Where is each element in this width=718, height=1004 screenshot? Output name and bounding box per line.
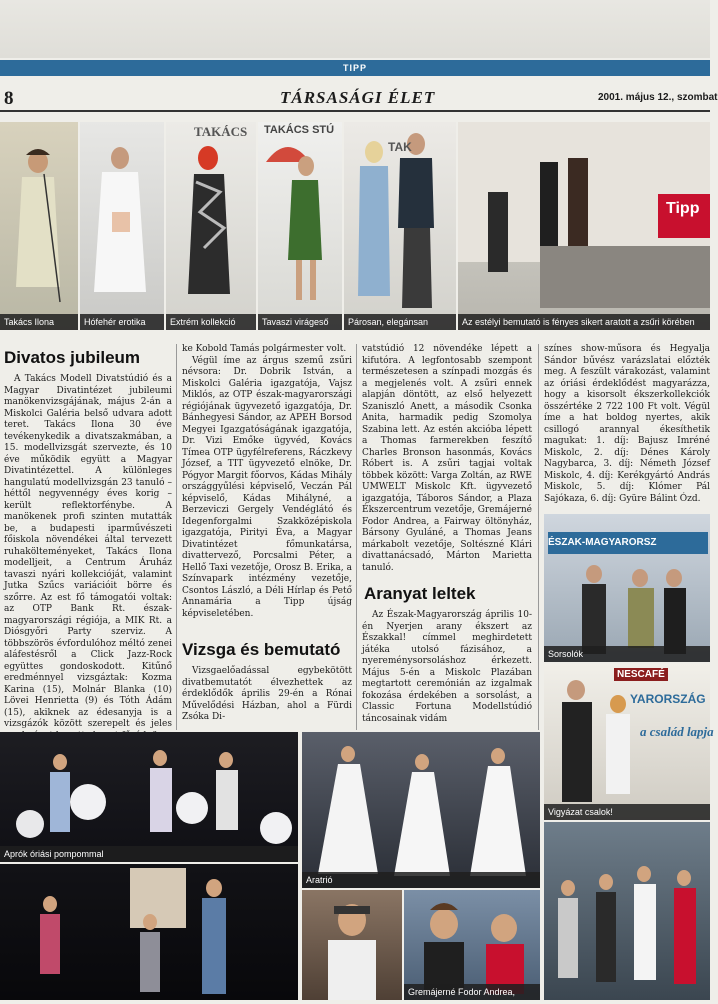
article-column [182, 666, 352, 730]
banner-sign: YARORSZÁG [630, 692, 706, 706]
article-headline: Vizsga és bemutató [182, 640, 341, 659]
photo-caption: Az estélyi bemutató is fényes sikert aratott a zsűri körében [458, 314, 710, 330]
bridal-models-icon [302, 732, 540, 888]
article-column [544, 344, 710, 516]
photo-caption: Aratrió [302, 872, 540, 888]
paragraph: A Takács Modell Divatstúdió és a Magyar Divatintézet jubileumi manökenvizsgájának, május 2-án a Miskolci Galéria belső udvara adott teret. Takács Ilona 30 éve tevékenykedik a divatszakmában, a 15. modellvizsgát szervezte, és 10 éve működik együtt a Magyar Divatintézettel. A különleges hangulatú modellvizsgán 23 tanuló – héttől negyvennégy éves korig – került reflektorfénybe. A manökenek profi szinten mutatták be, a budapesti iparművészeti főiskola növendékei által tervezett ruhakölteményeket, Takács Ilona modelljeit, a Centrum Áruház tavaszi nyári kollekcióját, valamint Jutka Szűcs variációit börre és szőrre. Az est fő támogatói voltak: az OTP Bank Rt. észak-magyarországi régiója, a MIK Rt. a Diósgyőri Party szerviz. A többszörös évfordulóhoz méltó zenei aláfestésről a Click Jazz-Rock együttes gondoskodott. Kitűnő eredménnyel vizsgáztak: Kozma Karina (15), Molnár Blanka (10) Lövei Henrietta (9) és Tóth Ádám (15), akiknek az édesanyja is a vizsgázók között szerepelt és jeles [4, 374, 172, 730]
photo-gremajerne-fodor-andrea [404, 890, 540, 1000]
issue-date: 2001. május 12., szombat [598, 92, 718, 103]
article-column [4, 374, 172, 728]
tipp-band: TIPP [0, 60, 710, 76]
header-rule [0, 110, 710, 112]
photo-dancers [544, 822, 710, 1000]
dancers-group-icon [544, 822, 710, 1000]
photo-takacs-ilona [0, 122, 78, 330]
page-top-margin [0, 0, 710, 58]
photo-caption: Extrém kollekció [166, 314, 256, 330]
nescafe-sign: NESCAFÉ [614, 668, 668, 681]
model-figure-icon [0, 122, 78, 330]
tipp-logo: Tipp [666, 200, 700, 217]
article-column [362, 610, 532, 730]
page-number: 8 [4, 88, 14, 109]
photo-estelyi-bemutato [458, 122, 710, 330]
model-figure-icon [166, 122, 256, 330]
backdrop-sign: TAKÁCS STÚ [264, 124, 335, 136]
paragraph: ke Kobold Tamás polgármester volt. [182, 344, 347, 354]
photo-caption: Tavaszi virágeső [258, 314, 342, 330]
backdrop-sign: TAK [388, 140, 412, 154]
column-divider [538, 344, 539, 730]
article-headline: Aranyat leltek [364, 584, 476, 603]
photo-sorsolok [544, 514, 710, 662]
model-figure-icon [80, 122, 164, 330]
photo-caption: Gremájerné Fodor Andrea, [404, 984, 540, 1000]
photo-hofeher-erotika [80, 122, 164, 330]
article-column [362, 344, 532, 574]
article-column [182, 344, 352, 634]
photo-bottom-dancers [0, 864, 298, 1000]
paragraph: vatstúdió 12 növendéke lépett a kifutóra. A legfontosabb szempont természetesen a színpadi mozgás és a megjelenés volt. A zsűri ennek alapján döntött, az első helyezett Szaniszló Anett, a második Csonka Anita, harmadik pedig Szomolya Szabina lett. Az estén akcióba lépett a Thomas farmerekben feszítő Charles Bronson hasonmás, Kovács Róbert is. A zsűri tagjai voltak többek között: Varga Zoltán, az RWE UMWELT Miskolc Kft. ügyvezető igazgatója, Táboros Sándor, a Plaza Ékszercentrum vezetője, Gremájerné Fodor Andrea, a Fairway öltönyház, Bársony Gyuláné, a Thomas Jeans márkabolt vezetője, Soltészné Klári divattanácsadó, Márton Marietta tanuló. [362, 344, 532, 573]
dancers-group-icon [0, 864, 298, 1000]
photo-tavaszi-viragesso [258, 122, 342, 330]
paragraph: Az Észak-Magyarország április 10-én Nyerjen arany ékszert az Északkal! címmel meghirdetett játéka utolsó fázisához, a nyereménysorsoláshoz érkezett. Május 5-én a Miskolc Plazában megtartott ceremónián az izgalmak fokozása érdekében a sorsolást, a Classic Fortuna Modellstúdió táncosainak vidám [362, 610, 532, 724]
banner-sign: ÉSZAK-MAGYARORSZ [548, 532, 708, 554]
people-group-icon [544, 514, 710, 662]
banner-sign: a család lapja [640, 724, 714, 739]
photo-aprok-oriasi-pompommal [0, 732, 298, 862]
photo-performer [302, 890, 402, 1000]
paragraph: Végül íme az árgus szemű zsűri névsora: Dr. Dobrik István, a Miskolci Galéria igazgatója, Vajsz Miklós, az OTP észak-magyarországi régiójának ügyvezető igazgatója, Dr. Bánhegyesi Sándor, az APEH Borsod Megyei Igazgatóságának igazgatója, Dr. Vizi Emőke ügyvéd, Kovács Tímea OTP ügyfélreferens, Ráczkevy József, a TIT ügyvezető elnöke, Dr. Pógyor Margit főorvos, Kádas Mihály országgyűlési képviselő, Veczán Pál képviselő, Kádas Mihályné, a Berzeviczi Gergely Vendéglátó és Idegenforgalmi Szakközépiskola igazgatója, Pirityi Éva, a Magyar Divatintézet főmunkatársa, divattervező, Porcsalmi Péter, a Hellő Taxi vezetője, Orosz B. Erika, a Színvapark intézmény vezetője, Csontos László, a Déli Hírlap és Pető Annamária a Tipp újság képviseletében. [182, 355, 352, 619]
evening-wear-scene-icon [458, 122, 710, 330]
column-divider [356, 344, 357, 730]
photo-parosan-elegansan [344, 122, 456, 330]
performer-figure-icon [302, 890, 402, 1000]
paragraph: színes show-műsora és Hegyalja Sándor bűvész varázslatai előzték meg. A feszült várakozást, valamint az óriási érdeklődést magyarázza, hogy a kisorsolt ékszerkollekciók összértéke 2 722 100 Ft volt. Végül íme a hat boldog nyertes, akik csillogó arannyal ékesíthetik magukat: 1. díj: Bajusz Imréné Miskolc, 2. díj: Dénes Károly Nagybarca, 3. díj: Németh József Miskolc, 4. díj: Kerékgyártó András Miskolc, 5. díj: Klómer Pál Sajókaza, 6. díj: Gyüre Bálint Ózd. [544, 344, 710, 504]
photo-vigyazat-csalok [544, 664, 714, 820]
article-headline: Divatos jubileum [4, 348, 141, 367]
photo-aratrio [302, 732, 540, 888]
magician-figure-icon [544, 664, 710, 820]
photo-extrem-kollekcio [166, 122, 256, 330]
photo-caption: Vigyázat csalok! [544, 804, 710, 820]
photo-caption: Sorsolók [544, 646, 710, 662]
column-divider [176, 344, 177, 730]
photo-caption: Párosan, elegánsan [344, 314, 456, 330]
photo-caption: Hófehér erotika [80, 314, 164, 330]
children-pompom-icon [0, 732, 298, 862]
section-title: TÁRSASÁGI ÉLET [280, 88, 436, 107]
paragraph: Vizsgaelőadással egybekötött divatbemutatót élvezhettek az érdeklődők április 29-én a Rónai Művelődési Házban, ahol a Fürdi Zsóka Di- [182, 666, 352, 723]
photo-caption: Takács Ilona [0, 314, 78, 330]
model-figure-icon [258, 122, 342, 330]
photo-caption: Aprók óriási pompommal [0, 846, 298, 862]
backdrop-sign: TAKÁCS [194, 124, 248, 139]
